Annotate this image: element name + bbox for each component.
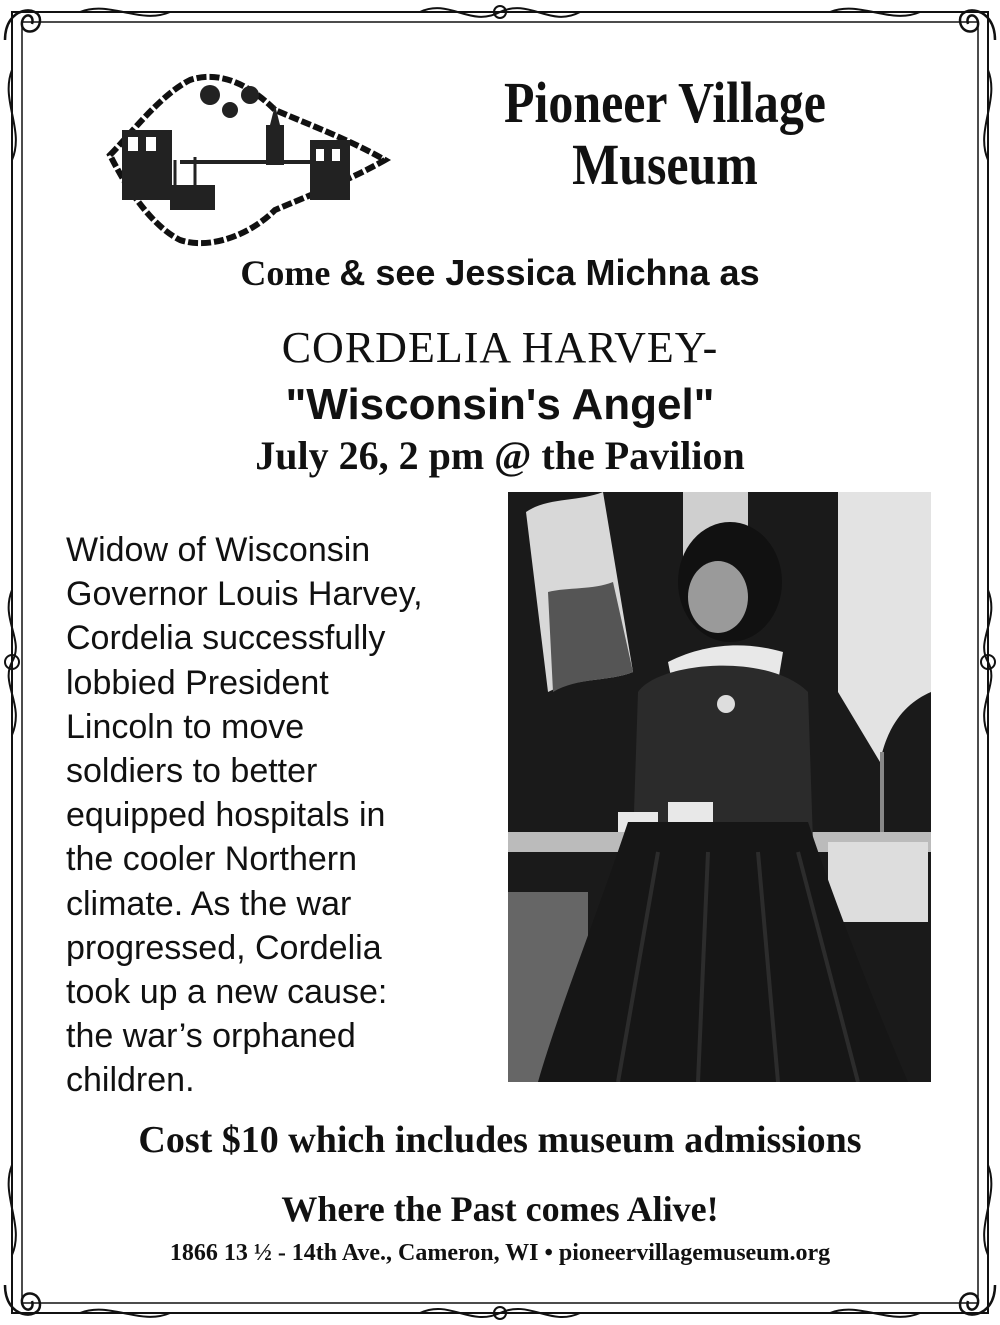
description-line: Widow of Wisconsin bbox=[66, 531, 371, 569]
address-line: 1866 13 ½ - 14th Ave., Cameron, WI • pioneervillagemuseum.org bbox=[169, 1240, 831, 1266]
intro-sans: & see Jessica Michna as bbox=[339, 252, 760, 293]
museum-arrowhead-logo bbox=[100, 65, 400, 250]
description-line: Cordelia successfully bbox=[66, 619, 386, 658]
description-line: soldiers to better bbox=[66, 752, 318, 791]
intro-line bbox=[0, 252, 1000, 294]
description-line: Lincoln to move bbox=[66, 707, 305, 746]
intro-serif: Come bbox=[240, 253, 331, 293]
description-line: equipped hospitals in bbox=[66, 796, 386, 835]
description-line: climate. As the war bbox=[66, 884, 352, 923]
performer-photo bbox=[508, 492, 931, 1082]
description-line: the cooler Northern bbox=[66, 840, 358, 879]
description-line: the war’s orphaned bbox=[66, 1017, 356, 1056]
description-line: Governor Louis Harvey, bbox=[66, 575, 423, 614]
description-line: progressed, Cordelia bbox=[66, 928, 382, 967]
description-line: took up a new cause: bbox=[66, 973, 388, 1012]
cost-line: Cost $10 which includes museum admissions bbox=[138, 1119, 862, 1161]
character-name: CORDELIA HARVEY- bbox=[281, 323, 719, 372]
tagline: Where the Past comes Alive! bbox=[281, 1189, 719, 1229]
description-text bbox=[66, 528, 496, 1103]
description-line: lobbied President bbox=[66, 663, 329, 702]
museum-title: Pioneer Village Museum bbox=[504, 70, 826, 197]
character-subtitle: "Wisconsin's Angel" bbox=[285, 380, 715, 429]
description-line: children. bbox=[66, 1061, 195, 1100]
event-date-location: July 26, 2 pm @ the Pavilion bbox=[255, 433, 745, 478]
